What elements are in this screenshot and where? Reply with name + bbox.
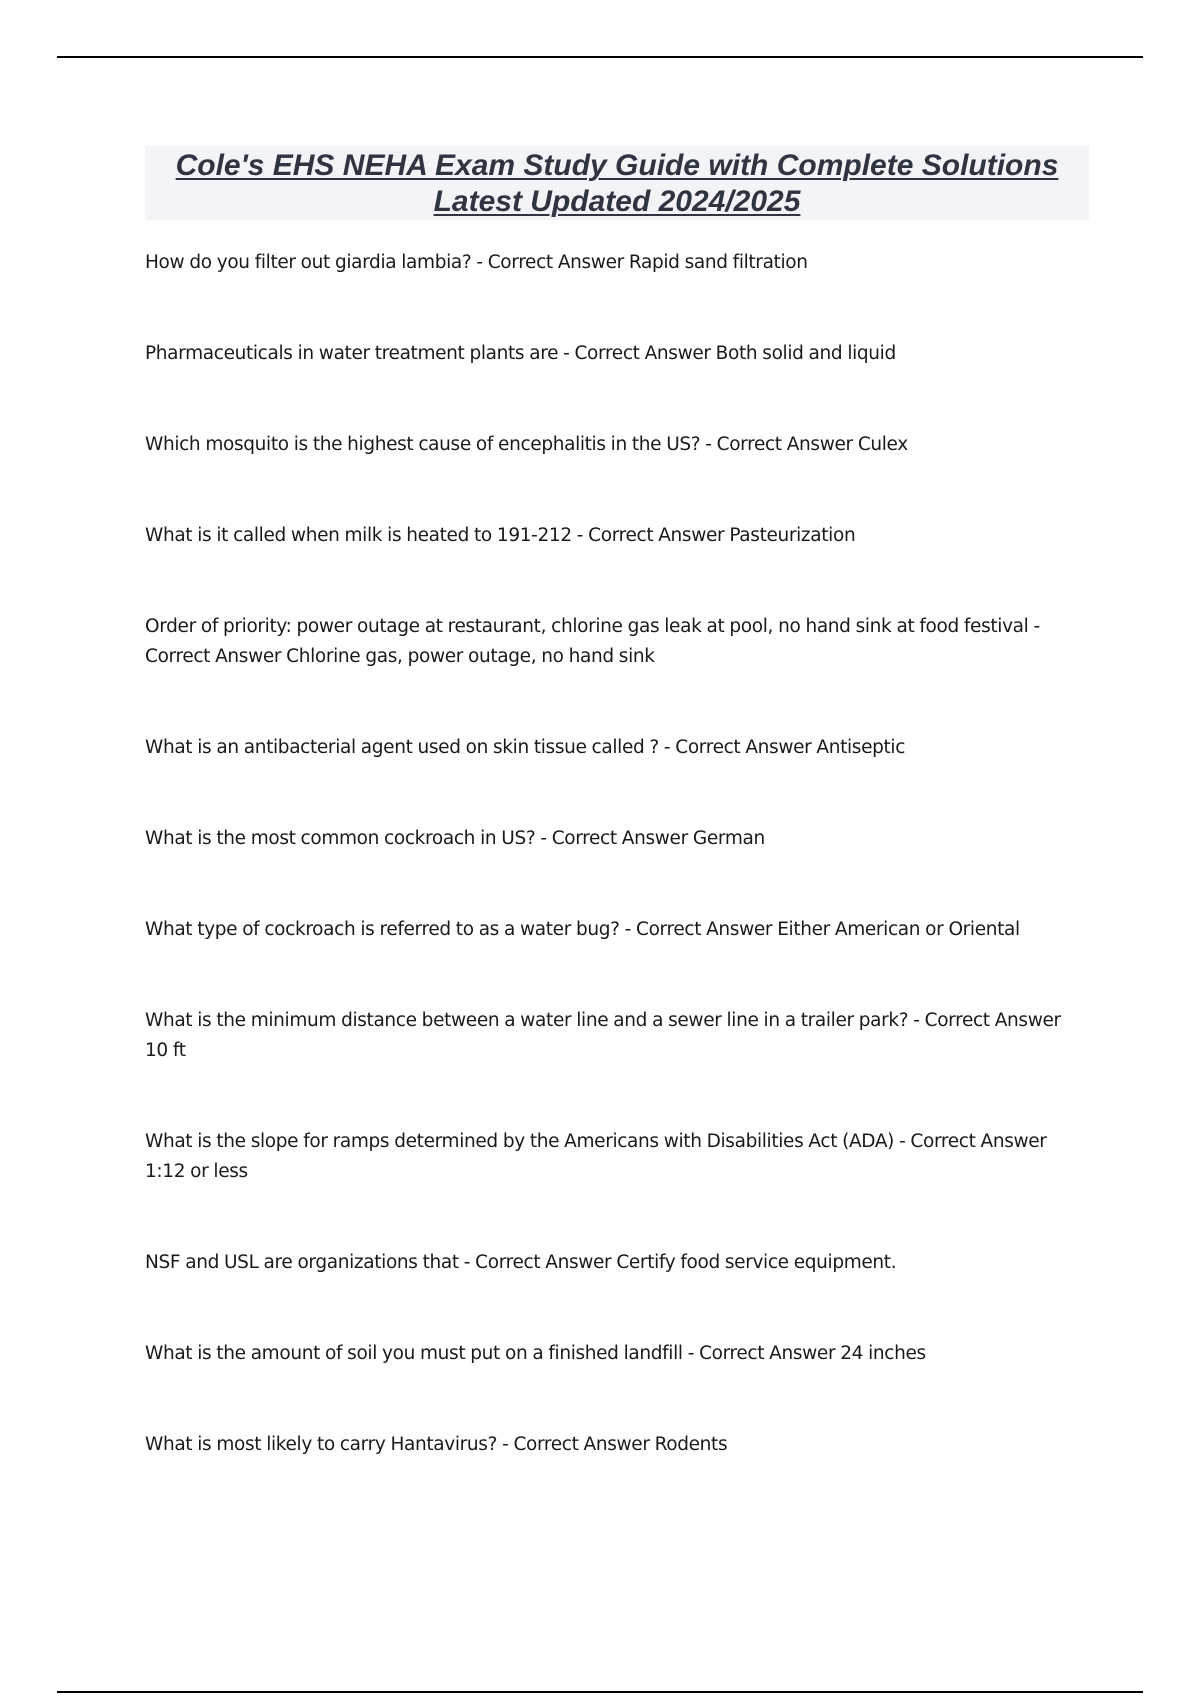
qa-item: What is it called when milk is heated to 191-212 - Correct Answer Pasteurization	[145, 525, 856, 546]
qa-item: What is the minimum distance between a water line and a sewer line in a trailer park? - Correct Answer 10 ft	[145, 1010, 1061, 1061]
qa-item: How do you filter out giardia lambia? - Correct Answer Rapid sand filtration	[145, 252, 808, 273]
qa-item: What is the slope for ramps determined by the Americans with Disabilities Act (ADA) - Correct Answer 1:12 or less	[145, 1131, 1047, 1182]
qa-item: Order of priority: power outage at restaurant, chlorine gas leak at pool, no hand sink at food festival - Correct Answer Chlorine gas, power outage, no hand sink	[145, 616, 1040, 667]
qa-item: What is the most common cockroach in US? - Correct Answer German	[145, 828, 765, 849]
top-rule	[57, 56, 1143, 58]
bottom-rule	[57, 1691, 1143, 1693]
document-title: Cole's EHS NEHA Exam Study Guide with Complete Solutions Latest Updated 2024/2025	[175, 149, 1059, 218]
qa-item: What is the amount of soil you must put on a finished landfill - Correct Answer 24 inches	[145, 1343, 926, 1364]
qa-item: What is an antibacterial agent used on skin tissue called ? - Correct Answer Antiseptic	[145, 737, 906, 758]
title-banner	[145, 146, 1089, 220]
qa-item: NSF and USL are organizations that - Correct Answer Certify food service equipment.	[145, 1252, 897, 1273]
qa-item: Which mosquito is the highest cause of encephalitis in the US? - Correct Answer Culex	[145, 434, 908, 455]
qa-item: What type of cockroach is referred to as a water bug? - Correct Answer Either American or Oriental	[145, 919, 1020, 940]
question-answer-list	[145, 248, 1085, 1460]
qa-item: Pharmaceuticals in water treatment plants are - Correct Answer Both solid and liquid	[145, 343, 896, 364]
qa-item: What is most likely to carry Hantavirus? - Correct Answer Rodents	[145, 1434, 728, 1455]
